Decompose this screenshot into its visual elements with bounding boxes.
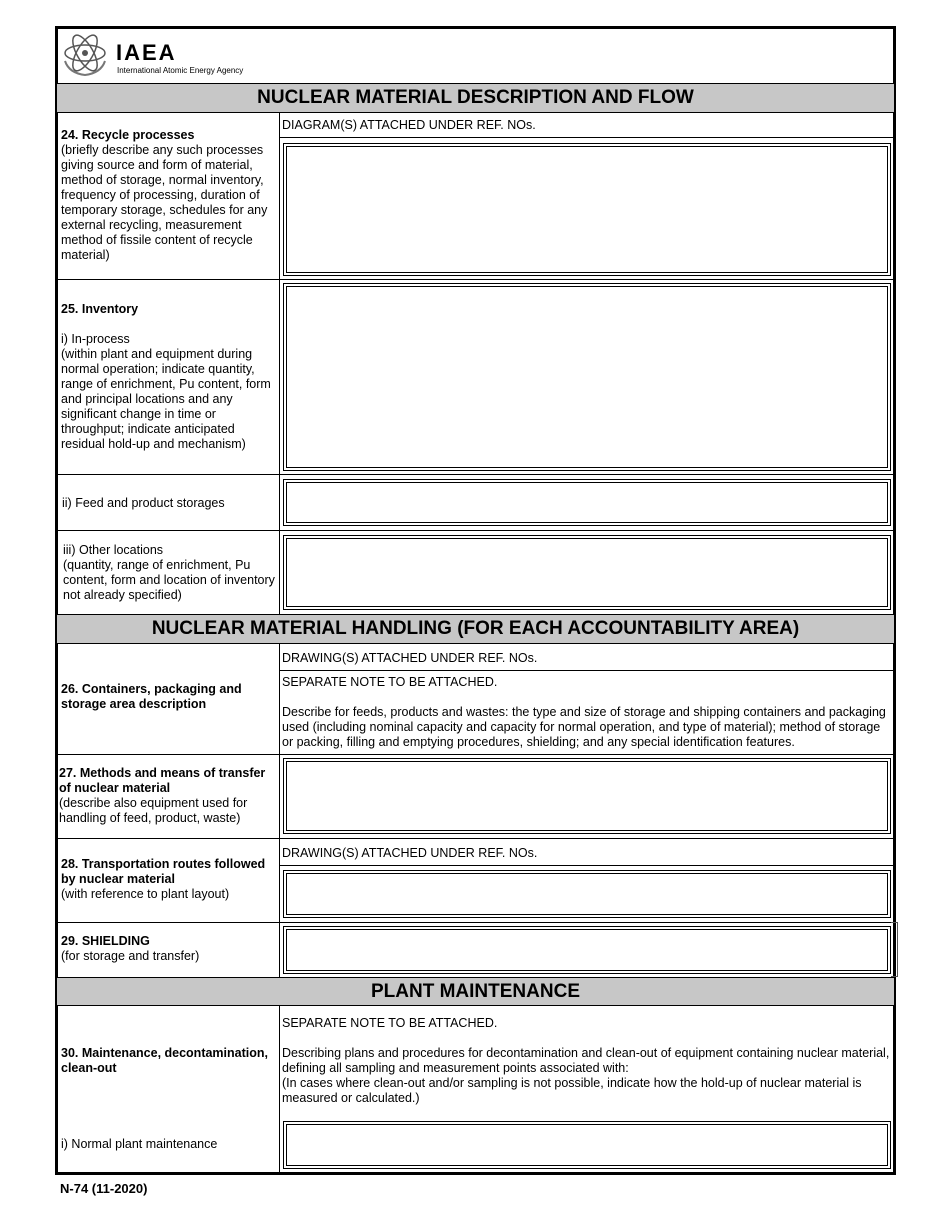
q25-description-iii: (quantity, range of enrichment, Pu content, form and location of inventory not already specified) xyxy=(63,558,275,602)
q30-separate-note: SEPARATE NOTE TO BE ATTACHED. xyxy=(282,1016,498,1030)
q26-drawings-note: DRAWING(S) ATTACHED UNDER REF. NOs. xyxy=(282,651,538,665)
q24-input[interactable] xyxy=(283,143,891,276)
q24-diagram-note: DIAGRAM(S) ATTACHED UNDER REF. NOs. xyxy=(282,118,536,132)
q30-description-note: (In cases where clean-out and/or sampling is not possible, indicate how the hold-up of nuclear material is measured or calculated.) xyxy=(282,1076,862,1105)
q28-label xyxy=(61,857,277,902)
q25-in-process-input[interactable] xyxy=(283,283,891,471)
q29-input[interactable] xyxy=(283,926,891,974)
q25-description-i: (within plant and equipment during normal operation; indicate quantity, range of enrichment, Pu content, form and principal locations and any significant change in time or throughput; indicate anticipated residual hold-up and mechanism) xyxy=(61,347,271,451)
q28-description: (with reference to plant layout) xyxy=(61,887,230,901)
row-divider-28 xyxy=(57,922,894,923)
q29-title: 29. SHIELDING xyxy=(61,934,150,948)
section-material-handling: NUCLEAR MATERIAL HANDLING (FOR EACH ACCOUNTABILITY AREA) xyxy=(57,614,894,644)
row-divider-27 xyxy=(57,838,894,839)
q25-feed-product-input[interactable] xyxy=(283,479,891,526)
column-divider xyxy=(279,112,280,978)
q26-separate-note: SEPARATE NOTE TO BE ATTACHED. xyxy=(282,675,498,689)
q26-title: 26. Containers, packaging and storage area description xyxy=(61,682,242,711)
section-plant-maintenance: PLANT MAINTENANCE xyxy=(57,977,894,1006)
q27-label xyxy=(59,766,277,826)
logo-title: IAEA xyxy=(116,40,177,65)
q25-label xyxy=(61,302,275,452)
q24-label xyxy=(61,128,275,263)
q30-sub-i: i) Normal plant maintenance xyxy=(61,1137,218,1151)
q24-description: (briefly describe any such processes giving source and form of material, method of storage, normal inventory, frequency of processing, duration of temporary storage, schedules for any external recycling, measurement method of fissile content of recycle material) xyxy=(61,143,268,262)
q28-note-divider xyxy=(280,865,894,866)
q25-title: 25. Inventory xyxy=(61,302,139,316)
q25-sub-i: i) In-process xyxy=(61,332,130,346)
row-divider-25ii xyxy=(57,530,894,531)
iaea-emblem-icon xyxy=(59,31,111,77)
q24-title: 24. Recycle processes xyxy=(61,128,195,142)
column-divider-2 xyxy=(279,1005,280,1173)
q27-input[interactable] xyxy=(283,758,891,834)
q29-description: (for storage and transfer) xyxy=(61,949,200,963)
q26-note-divider xyxy=(280,670,894,671)
q28-input[interactable] xyxy=(283,870,891,918)
q24-note-divider xyxy=(280,137,894,138)
logo-subtitle: International Atomic Energy Agency xyxy=(117,66,244,75)
q27-description: (describe also equipment used for handling of feed, product, waste) xyxy=(59,796,248,825)
q25-other-locations-input[interactable] xyxy=(283,535,891,610)
q30-description-main: Describing plans and procedures for decontamination and clean-out of equipment containing nuclear material, defining all sampling and measurement points associated with: xyxy=(282,1046,890,1075)
q30-title: 30. Maintenance, decontamination, clean-out xyxy=(61,1046,268,1075)
row-divider-25i xyxy=(57,474,894,475)
q25-label-iii xyxy=(63,543,277,603)
q28-drawings-note: DRAWING(S) ATTACHED UNDER REF. NOs. xyxy=(282,846,538,860)
row-divider-24 xyxy=(57,279,894,280)
q29-label xyxy=(61,934,275,964)
row-divider-26 xyxy=(57,754,894,755)
q28-title: 28. Transportation routes followed by nuclear material xyxy=(61,857,266,886)
q27-title: 27. Methods and means of transfer of nuclear material xyxy=(59,766,266,795)
q26-description: Describe for feeds, products and wastes: the type and size of storage and shipping containers and packaging used (including nominal capacity and capacity for normal operation, and type of material); method of storage or packing, filling and emptying procedures, shielding; and any special identification features. xyxy=(282,705,886,749)
section-material-description: NUCLEAR MATERIAL DESCRIPTION AND FLOW xyxy=(57,83,894,113)
q30-description xyxy=(282,1046,892,1106)
q25-sub-ii: ii) Feed and product storages xyxy=(62,496,225,510)
form-code: N-74 (11-2020) xyxy=(60,1181,148,1196)
q30-normal-maintenance-input[interactable] xyxy=(283,1121,891,1169)
q29-field-overflow-edge xyxy=(891,922,898,977)
q25-sub-iii: iii) Other locations xyxy=(63,543,164,557)
